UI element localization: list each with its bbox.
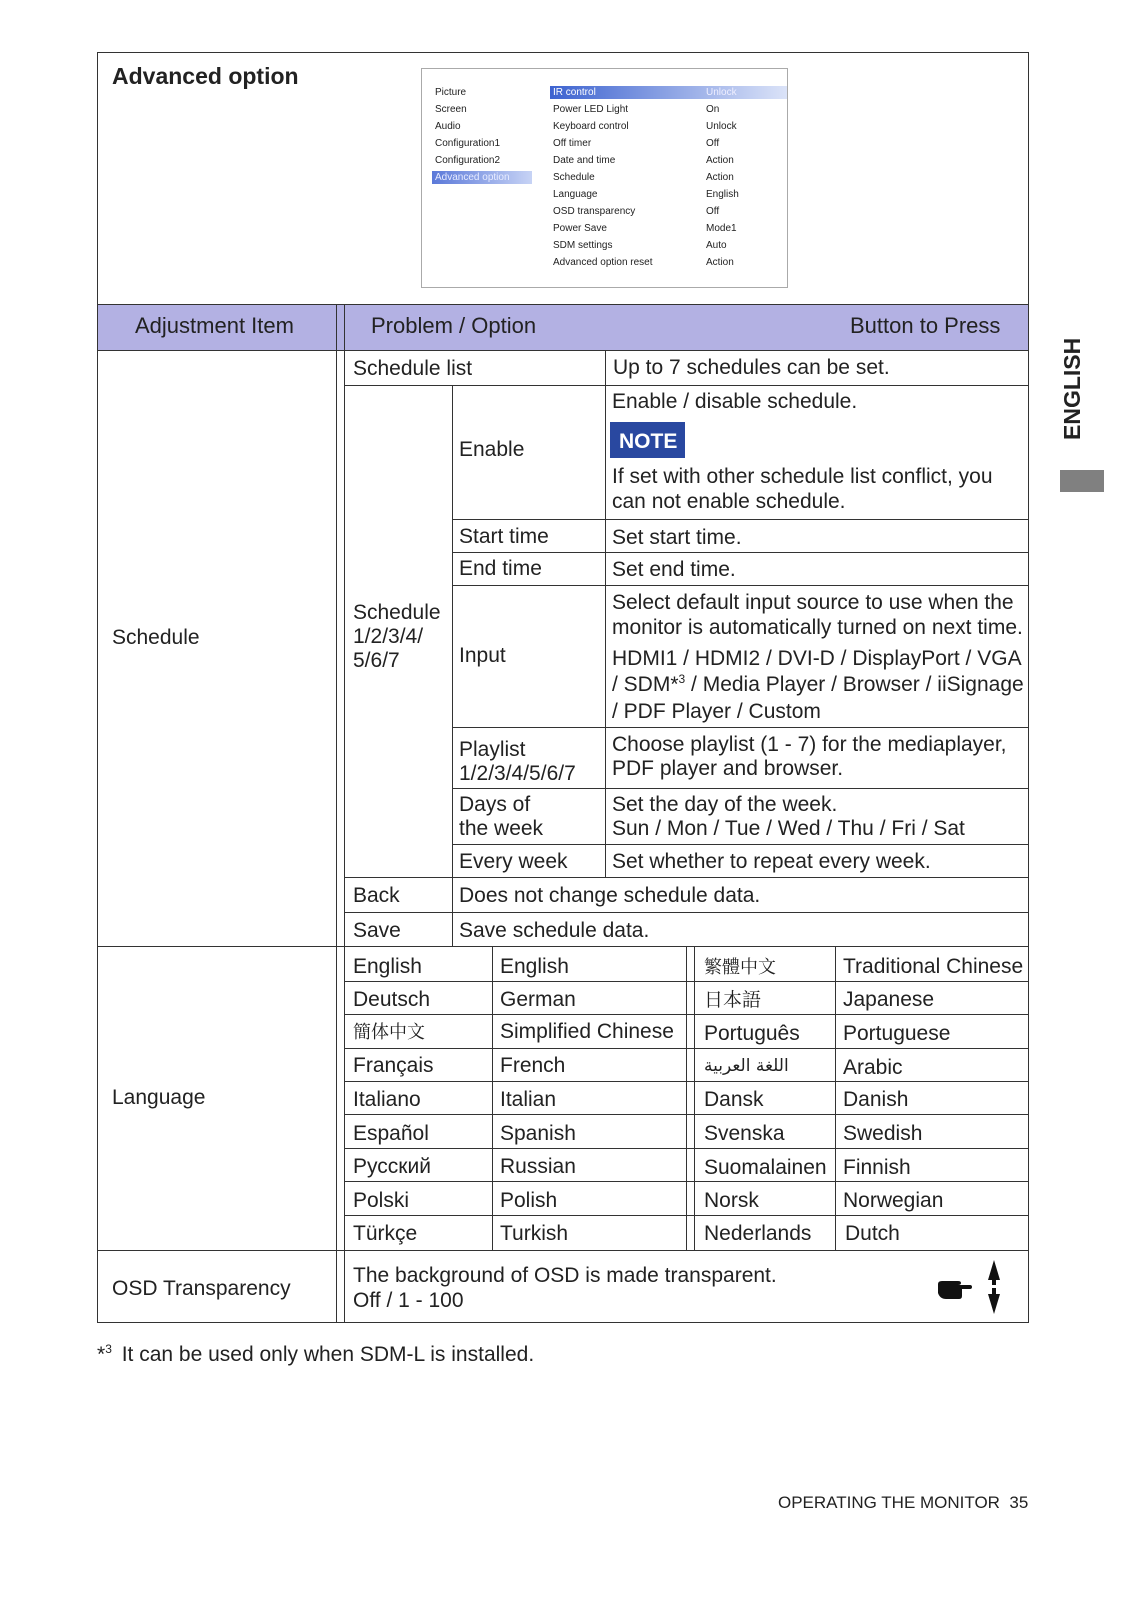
lang-english: Italian — [500, 1088, 557, 1111]
osd-menu-picture: Picture — [435, 87, 467, 98]
osd-item-label: Language — [553, 189, 598, 200]
playlist-desc-2: PDF player and browser. — [612, 757, 844, 780]
lang-english: Dutch — [845, 1222, 900, 1245]
lang-english: Norwegian — [843, 1189, 944, 1212]
lang-native: English — [353, 955, 422, 978]
osd-item-label: Off timer — [553, 138, 592, 149]
lang-native: Norsk — [704, 1189, 759, 1212]
osd-menu-config2: Configuration2 — [435, 155, 501, 166]
osd-item-label: OSD transparency — [553, 206, 636, 217]
header-problem-option: Problem / Option — [371, 313, 537, 338]
input-desc-2: monitor is automatically turned on next time. — [612, 616, 1023, 639]
osd-item-label: Schedule — [553, 172, 595, 183]
osd-item-value: Unlock — [706, 121, 737, 132]
lang-native: 繁體中文 — [704, 957, 776, 978]
lang-native: Suomalainen — [704, 1156, 827, 1179]
lang-english: Polish — [500, 1189, 558, 1212]
osd-item-label: Date and time — [553, 155, 616, 166]
page-footer: OPERATING THE MONITOR 35 — [778, 1493, 1029, 1512]
footnote-mark: * — [97, 1343, 106, 1366]
lang-english: Portuguese — [843, 1022, 951, 1045]
lang-native: Türkçe — [353, 1222, 418, 1245]
osd-menu-screenshot — [421, 68, 788, 288]
lang-english: English — [500, 955, 569, 978]
note-badge-label: NOTE — [619, 430, 678, 453]
days-label-2: the week — [459, 817, 544, 840]
osd-item-value: Action — [706, 155, 734, 166]
lang-native: Italiano — [353, 1088, 421, 1111]
language-label: Language — [112, 1086, 206, 1109]
osd-transparency-label: OSD Transparency — [112, 1277, 291, 1300]
osd-item-label: Advanced option reset — [553, 257, 653, 268]
footnote — [97, 1342, 534, 1367]
input-options-1: HDMI1 / HDMI2 / DVI-D / DisplayPort / VGA — [612, 647, 1022, 670]
enable-label: Enable — [459, 438, 525, 461]
input-options-2a: / SDM* — [612, 673, 679, 696]
days-desc-1: Set the day of the week. — [612, 793, 838, 816]
every-week-label: Every week — [459, 850, 568, 873]
back-label: Back — [353, 884, 400, 907]
lang-native: Svenska — [704, 1122, 785, 1145]
start-time-label: Start time — [459, 525, 549, 548]
lang-native: Deutsch — [353, 988, 431, 1011]
schedule-list-label: Schedule list — [353, 357, 473, 380]
osd-item-value: Action — [706, 172, 734, 183]
lang-native: Nederlands — [704, 1222, 812, 1245]
save-label: Save — [353, 919, 401, 942]
osd-item-value: Off — [706, 138, 720, 149]
schedule-sub-label-2: 1/2/3/4/ — [353, 625, 424, 648]
schedule-label: Schedule — [112, 626, 200, 649]
back-desc: Does not change schedule data. — [459, 884, 761, 907]
days-label-1: Days of — [459, 793, 531, 816]
osd-transparency-desc-1: The background of OSD is made transparent. — [353, 1264, 777, 1287]
lang-native: اللغة العربية — [704, 1056, 789, 1076]
lang-english: Japanese — [843, 988, 935, 1011]
lang-native: Русский — [353, 1155, 431, 1178]
header-adjustment-item: Adjustment Item — [135, 313, 294, 338]
lang-english: French — [500, 1054, 566, 1077]
osd-item-value: Action — [706, 257, 734, 268]
lang-native: Dansk — [704, 1088, 764, 1111]
lang-english: Danish — [843, 1088, 909, 1111]
lang-english: Swedish — [843, 1122, 923, 1145]
osd-item-value: Off — [706, 206, 720, 217]
lang-english: Spanish — [500, 1122, 576, 1145]
enable-desc: Enable / disable schedule. — [612, 390, 858, 413]
save-desc: Save schedule data. — [459, 919, 650, 942]
lang-english: Arabic — [843, 1056, 903, 1079]
input-options-2b: / Media Player / Browser / iiSignage — [685, 673, 1024, 696]
start-time-desc: Set start time. — [612, 526, 742, 549]
lang-native: Português — [704, 1022, 800, 1045]
footnote-ref: 3 — [678, 672, 686, 686]
lang-english: Turkish — [500, 1222, 569, 1245]
input-label: Input — [459, 644, 506, 667]
lang-english: Simplified Chinese — [500, 1020, 674, 1043]
lang-native: Español — [353, 1122, 429, 1145]
playlist-label-1: Playlist — [459, 738, 526, 761]
playlist-label-2: 1/2/3/4/5/6/7 — [459, 762, 576, 785]
lang-native: 日本語 — [704, 989, 762, 1011]
lang-native: Polski — [353, 1189, 410, 1212]
up-down-arrow-icon — [986, 1260, 1002, 1314]
schedule-sub-label-3: 5/6/7 — [353, 649, 400, 672]
lang-english: German — [500, 988, 576, 1011]
every-week-desc: Set whether to repeat every week. — [612, 850, 931, 873]
input-desc-1: Select default input source to use when the — [612, 591, 1014, 614]
input-options-2 — [612, 672, 1024, 697]
osd-item-value: Mode1 — [706, 223, 737, 234]
pointing-hand-icon — [936, 1275, 972, 1301]
lang-english: Russian — [500, 1155, 576, 1178]
end-time-desc: Set end time. — [612, 558, 736, 581]
osd-transparency-desc-2: Off / 1 - 100 — [353, 1289, 464, 1312]
osd-menu-screen: Screen — [435, 104, 467, 115]
lang-native: 簡体中文 — [353, 1022, 425, 1043]
osd-menu-advanced: Advanced option — [435, 172, 510, 183]
osd-item-label: Power Save — [553, 223, 607, 234]
osd-item-value: Auto — [706, 240, 727, 251]
schedule-sub-label-1: Schedule — [353, 601, 441, 624]
days-desc-2: Sun / Mon / Tue / Wed / Thu / Fri / Sat — [612, 817, 965, 840]
osd-item-label: Keyboard control — [553, 121, 629, 132]
end-time-label: End time — [459, 557, 542, 580]
footnote-sup: 3 — [105, 1342, 112, 1356]
lang-native: Français — [353, 1054, 434, 1077]
osd-item-label: Power LED Light — [553, 104, 629, 115]
side-tab-label: ENGLISH — [1059, 337, 1085, 440]
osd-item-label: IR control — [553, 87, 596, 98]
osd-item-value: English — [706, 189, 739, 200]
osd-item-value: Unlock — [706, 87, 737, 98]
input-options-3: / PDF Player / Custom — [612, 700, 821, 723]
osd-menu-audio: Audio — [435, 121, 461, 132]
header-button-to-press: Button to Press — [850, 313, 1001, 338]
schedule-list-desc: Up to 7 schedules can be set. — [613, 356, 890, 379]
lang-english: Traditional Chinese — [843, 955, 1024, 978]
osd-item-value: On — [706, 104, 720, 115]
osd-item-label: SDM settings — [553, 240, 613, 251]
side-tab-bar — [1060, 470, 1104, 492]
playlist-desc-1: Choose playlist (1 - 7) for the mediaplayer, — [612, 733, 1007, 756]
enable-note-line-1: If set with other schedule list conflict, you — [612, 465, 993, 488]
osd-menu-config1: Configuration1 — [435, 138, 501, 149]
footnote-text: It can be used only when SDM-L is installed. — [121, 1343, 535, 1366]
page-title: Advanced option — [112, 63, 299, 89]
lang-english: Finnish — [843, 1156, 911, 1179]
enable-note-line-2: can not enable schedule. — [612, 490, 846, 513]
